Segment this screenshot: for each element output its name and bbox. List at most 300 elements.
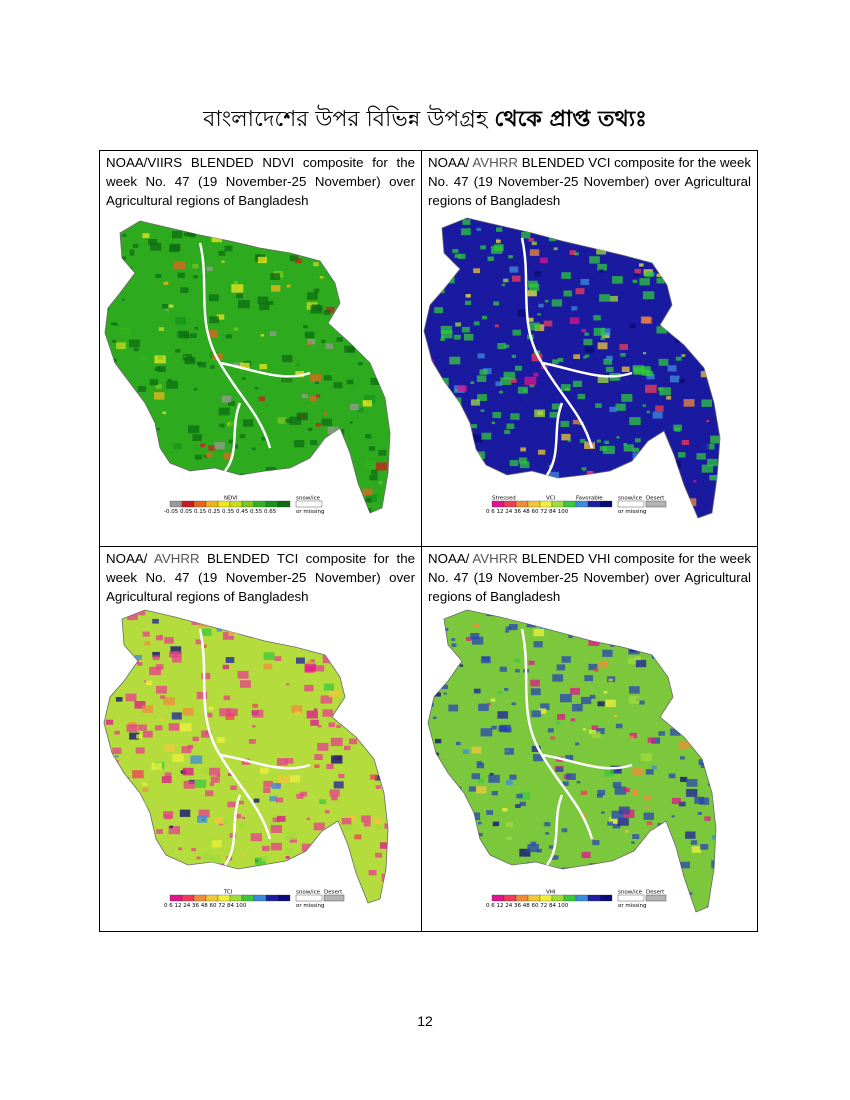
map-pixel-patch — [506, 780, 513, 785]
map-pixel-patch — [601, 337, 606, 340]
map-pixel-patch — [266, 887, 271, 890]
map-pixel-patch — [294, 516, 301, 521]
caption-text: BLENDED TCI composite for the week No. 47 (19 November-25 November) over Agricultural regions of Bangladesh — [106, 551, 415, 604]
caption-sensor: AVHRR — [154, 551, 200, 566]
map-pixel-patch — [370, 775, 378, 780]
map-pixel-patch — [548, 728, 554, 732]
legend-snow-box — [618, 501, 644, 507]
map-pixel-patch — [143, 632, 150, 637]
map-pixel-patch — [282, 610, 293, 618]
map-pixel-patch — [425, 700, 430, 704]
map-pixel-patch — [435, 739, 441, 743]
map-pixel-patch — [387, 513, 391, 516]
map-pixel-patch — [707, 659, 718, 667]
map-pixel-patch — [616, 724, 623, 729]
map-pixel-patch — [121, 777, 129, 783]
map-pixel-patch — [125, 463, 132, 468]
map-pixel-patch — [674, 302, 686, 310]
map-pixel-patch — [477, 228, 482, 231]
map-pixel-patch — [504, 430, 510, 434]
map-pixel-patch — [355, 689, 362, 694]
map-pixel-patch — [383, 756, 386, 758]
map-pixel-patch — [646, 769, 654, 775]
map-pixel-patch — [714, 506, 719, 509]
map-pixel-patch — [619, 344, 628, 350]
map-pixel-patch — [278, 775, 289, 783]
map-pixel-patch — [513, 330, 521, 336]
map-pixel-patch — [644, 813, 654, 820]
map-pixel-patch — [693, 717, 700, 722]
map-pixel-patch — [521, 232, 530, 239]
map-pixel-patch — [116, 342, 126, 349]
map-pixel-patch — [709, 907, 713, 910]
map-pixel-patch — [554, 873, 558, 876]
legend-swatch — [242, 895, 254, 901]
map-pixel-patch — [101, 341, 105, 344]
map-pixel-patch — [451, 638, 455, 641]
map-pixel-patch — [106, 248, 109, 250]
map-pixel-patch — [609, 679, 613, 682]
map-pixel-patch — [242, 853, 245, 855]
map-pixel-patch — [126, 816, 131, 820]
map-pixel-patch — [375, 825, 382, 830]
map-pixel-patch — [651, 860, 662, 868]
map-pixel-patch — [685, 498, 696, 506]
map-pixel-patch — [229, 630, 238, 637]
map-pixel-patch — [210, 475, 218, 480]
map-pixel-patch — [360, 714, 363, 716]
map-pixel-patch — [265, 620, 275, 627]
map-pixel-patch — [592, 840, 599, 845]
map-pixel-patch — [516, 794, 522, 799]
map-pixel-patch — [512, 355, 516, 358]
legend-swatch — [194, 895, 206, 901]
map-pixel-patch — [134, 348, 139, 351]
map-pixel-patch — [155, 725, 162, 730]
map-pixel-patch — [114, 791, 118, 794]
map-pixel-patch — [721, 416, 727, 420]
map-pixel-patch — [496, 227, 502, 231]
map-pixel-patch — [529, 284, 539, 291]
map-pixel-patch — [158, 901, 162, 904]
map-pixel-patch — [623, 863, 629, 867]
map-pixel-patch — [362, 337, 372, 344]
map-pixel-patch — [133, 794, 137, 797]
map-pixel-patch — [529, 238, 534, 242]
map-pixel-patch — [358, 362, 363, 365]
map-pixel-patch — [399, 849, 407, 855]
map-pixel-patch — [178, 331, 189, 339]
map-pixel-patch — [686, 789, 697, 797]
map-pixel-patch — [350, 421, 353, 423]
map-pixel-patch — [266, 880, 277, 888]
map-pixel-patch — [631, 790, 639, 795]
map-pixel-patch — [214, 817, 224, 824]
map-pixel-patch — [261, 872, 269, 878]
map-pixel-patch — [598, 342, 608, 349]
map-pixel-patch — [452, 249, 458, 253]
map-pixel-patch — [428, 649, 433, 653]
map-pixel-patch — [511, 219, 522, 226]
map-pixel-patch — [559, 234, 564, 237]
map-pixel-patch — [499, 391, 503, 394]
map-pixel-patch — [111, 241, 117, 245]
map-pixel-patch — [104, 308, 109, 311]
map-pixel-patch — [557, 487, 566, 493]
map-pixel-patch — [341, 855, 349, 860]
map-pixel-patch — [452, 643, 457, 647]
map-pixel-patch — [445, 662, 457, 670]
map-pixel-patch — [154, 392, 165, 399]
map-pixel-patch — [172, 231, 183, 238]
map-pixel-patch — [538, 450, 545, 455]
map-pixel-patch — [433, 867, 439, 871]
map-pixel-patch — [204, 469, 213, 475]
map-pixel-patch — [158, 213, 164, 217]
map-pixel-patch — [441, 653, 452, 660]
map-pixel-patch — [666, 396, 671, 400]
map-pixel-patch — [520, 447, 526, 451]
map-pixel-patch — [284, 482, 287, 484]
map-pixel-patch — [634, 612, 640, 616]
map-pixel-patch — [549, 236, 556, 241]
map-pixel-patch — [716, 813, 725, 820]
map-pixel-patch — [646, 836, 657, 843]
map-pixel-patch — [138, 467, 144, 471]
map-pixel-patch — [161, 718, 166, 721]
map-pixel-patch — [495, 382, 502, 387]
map-pixel-patch — [334, 326, 342, 332]
map-pixel-patch — [164, 489, 168, 492]
map-pixel-patch — [109, 508, 114, 512]
map-pixel-patch — [129, 395, 134, 399]
map-pixel-patch — [450, 397, 461, 405]
map-pixel-patch — [564, 291, 573, 297]
map-pixel-patch — [238, 671, 249, 679]
map-pixel-patch — [174, 261, 186, 269]
map-pixel-patch — [447, 435, 454, 440]
map-pixel-patch — [380, 842, 389, 849]
map-pixel-patch — [280, 278, 284, 281]
map-pixel-patch — [596, 620, 603, 625]
map-pixel-patch — [390, 441, 396, 446]
map-pixel-patch — [387, 394, 392, 397]
map-pixel-patch — [384, 823, 392, 828]
map-pixel-patch — [681, 354, 685, 357]
map-pixel-patch — [502, 284, 505, 286]
map-pixel-patch — [492, 791, 498, 795]
map-pixel-patch — [556, 722, 561, 725]
map-pixel-patch — [707, 213, 716, 220]
map-pixel-patch — [640, 459, 644, 462]
map-pixel-patch — [396, 694, 402, 698]
map-pixel-patch — [392, 614, 402, 621]
map-pixel-patch — [398, 843, 403, 847]
map-pixel-patch — [680, 683, 691, 691]
caption-sensor: AVHRR — [472, 551, 518, 566]
map-pixel-patch — [426, 702, 431, 705]
map-pixel-patch — [217, 774, 221, 777]
map-pixel-patch — [513, 617, 517, 620]
map-pixel-patch — [387, 227, 395, 233]
map-pixel-patch — [221, 261, 224, 263]
map-pixel-patch — [606, 356, 612, 361]
legend-swatch — [230, 501, 242, 507]
map-pixel-patch — [337, 337, 344, 342]
map-pixel-patch — [214, 610, 219, 614]
map-pixel-patch — [478, 353, 485, 358]
map-pixel-patch — [163, 879, 168, 882]
map-pixel-patch — [266, 628, 271, 632]
map-pixel-patch — [698, 812, 702, 815]
map-pixel-patch — [393, 877, 401, 883]
map-pixel-patch — [391, 456, 400, 462]
map-pixel-patch — [700, 715, 709, 722]
map-pixel-patch — [365, 508, 371, 512]
map-pixel-patch — [144, 641, 150, 645]
map-pixel-patch — [700, 620, 706, 624]
map-pixel-patch — [240, 434, 246, 438]
map-pixel-patch — [396, 361, 406, 368]
map-pixel-patch — [363, 272, 374, 279]
map-pixel-patch — [323, 655, 335, 663]
map-pixel-patch — [545, 832, 549, 835]
map-pixel-patch — [433, 717, 437, 720]
map-pixel-patch — [296, 658, 305, 664]
map-pixel-patch — [593, 487, 597, 490]
map-pixel-patch — [372, 256, 378, 260]
map-pixel-patch — [310, 440, 317, 445]
map-pixel-patch — [128, 656, 133, 660]
map-pixel-patch — [657, 326, 667, 333]
map-pixel-patch — [271, 825, 282, 833]
map-pixel-patch — [581, 279, 590, 285]
map-pixel-patch — [664, 634, 675, 642]
map-pixel-patch — [425, 614, 433, 619]
map-pixel-patch — [360, 691, 368, 697]
map-pixel-patch — [198, 362, 206, 368]
map-pixel-patch — [681, 862, 690, 869]
map-pixel-patch — [519, 458, 527, 464]
map-pixel-patch — [107, 436, 116, 442]
map-pixel-patch — [232, 888, 238, 892]
map-pixel-patch — [691, 667, 700, 673]
map-pixel-patch — [680, 777, 687, 782]
map-pixel-patch — [685, 832, 695, 839]
map-pixel-patch — [335, 851, 338, 853]
map-pixel-patch — [720, 836, 732, 844]
map-pixel-patch — [184, 781, 195, 789]
map-pixel-patch — [329, 479, 339, 486]
legend-ticks: 0 6 12 24 36 48 60 72 84 100 — [486, 509, 569, 515]
map-pixel-patch — [449, 220, 453, 223]
map-pixel-patch — [325, 810, 330, 813]
map-pixel-patch — [444, 485, 453, 491]
map-pixel-patch — [658, 387, 663, 391]
map-pixel-patch — [426, 284, 435, 290]
map-pixel-patch — [679, 742, 689, 749]
map-pixel-patch — [386, 295, 391, 299]
map-pixel-patch — [481, 433, 491, 440]
map-pixel-patch — [573, 354, 580, 359]
map-pixel-patch — [599, 270, 604, 273]
map-pixel-patch — [303, 325, 308, 328]
map-pixel-patch — [173, 443, 181, 449]
map-pixel-patch — [444, 781, 453, 787]
map-pixel-patch — [356, 672, 360, 675]
map-pixel-patch — [152, 219, 157, 222]
map-pixel-patch — [531, 710, 541, 717]
map-pixel-patch — [113, 508, 120, 513]
map-pixel-patch — [714, 914, 718, 917]
map-pixel-patch — [156, 664, 164, 669]
map-pixel-patch — [371, 470, 377, 475]
map-pixel-patch — [361, 816, 371, 823]
map-pixel-patch — [318, 243, 322, 246]
legend-missing-label: or missing — [618, 903, 647, 909]
map-pixel-patch — [638, 857, 646, 863]
map-pixel-patch — [700, 443, 710, 450]
map-pixel-patch — [252, 448, 256, 451]
map-pixel-patch — [480, 369, 488, 375]
map-pixel-patch — [659, 359, 669, 366]
map-pixel-patch — [629, 696, 640, 704]
map-pixel-patch — [263, 788, 270, 793]
legend-swatch — [552, 895, 564, 901]
map-pixel-patch — [331, 756, 343, 764]
legend-title: VCI — [546, 495, 556, 502]
map-pixel-patch — [334, 250, 346, 258]
map-pixel-patch — [371, 323, 378, 328]
panel-ndvi-caption — [106, 153, 415, 210]
map-pixel-patch — [572, 704, 583, 712]
map-pixel-patch — [122, 299, 125, 301]
map-pixel-patch — [326, 764, 333, 769]
map-pixel-patch — [141, 463, 148, 468]
map-pixel-patch — [193, 737, 199, 742]
map-pixel-patch — [570, 688, 580, 695]
map-pixel-patch — [226, 657, 235, 663]
map-pixel-patch — [647, 411, 651, 414]
map-pixel-patch — [712, 835, 718, 840]
map-pixel-patch — [359, 508, 367, 513]
map-pixel-patch — [626, 880, 636, 887]
map-pixel-patch — [647, 821, 653, 825]
map-pixel-patch — [557, 714, 565, 720]
map-pixel-patch — [477, 375, 486, 382]
map-pixel-patch — [175, 492, 183, 498]
map-pixel-patch — [363, 489, 373, 496]
map-pixel-patch — [271, 242, 283, 250]
map-pixel-patch — [696, 677, 702, 681]
map-pixel-patch — [449, 357, 460, 365]
map-pixel-patch — [307, 292, 318, 300]
map-pixel-patch — [115, 869, 121, 873]
map-pixel-patch — [672, 815, 675, 817]
map-pixel-patch — [686, 282, 691, 285]
map-pixel-patch — [447, 261, 451, 264]
map-pixel-patch — [435, 465, 445, 472]
map-pixel-patch — [641, 317, 651, 324]
legend-swatch — [266, 895, 278, 901]
map-pixel-patch — [330, 372, 335, 376]
legend-swatch — [230, 895, 242, 901]
map-pixel-patch — [162, 776, 172, 783]
map-pixel-patch — [201, 673, 210, 679]
map-pixel-patch — [225, 714, 234, 720]
legend-swatch — [218, 895, 230, 901]
map-pixel-patch — [647, 633, 651, 636]
map-pixel-patch — [138, 406, 143, 410]
map-pixel-patch — [432, 891, 442, 898]
map-pixel-patch — [530, 475, 539, 481]
map-pixel-patch — [227, 802, 235, 808]
map-pixel-patch — [636, 660, 646, 667]
map-pixel-patch — [558, 358, 564, 362]
map-pixel-patch — [380, 708, 385, 711]
map-pixel-patch — [612, 276, 623, 284]
map-pixel-patch — [226, 334, 232, 338]
map-pixel-patch — [295, 711, 301, 715]
map-pixel-patch — [364, 664, 371, 669]
map-pixel-patch — [310, 720, 319, 726]
map-pixel-patch — [385, 337, 394, 343]
map-pixel-patch — [488, 775, 500, 783]
map-pixel-patch — [100, 765, 110, 772]
map-pixel-patch — [264, 664, 273, 670]
map-pixel-patch — [497, 711, 508, 719]
map-pixel-patch — [700, 844, 708, 850]
map-pixel-patch — [124, 412, 134, 419]
map-pixel-patch — [223, 665, 229, 670]
map-pixel-patch — [259, 364, 267, 369]
map-pixel-patch — [269, 213, 276, 218]
map-pixel-patch — [456, 742, 461, 745]
map-pixel-patch — [460, 471, 470, 478]
map-pixel-patch — [258, 257, 267, 263]
legend-snow-label: snow/ice — [618, 889, 643, 896]
map-pixel-patch — [382, 874, 393, 882]
legend-swatch — [540, 895, 552, 901]
map-pixel-patch — [424, 797, 427, 799]
map-pixel-patch — [637, 858, 648, 866]
map-pixel-patch — [545, 214, 555, 221]
map-pixel-patch — [113, 652, 116, 654]
map-pixel-patch — [391, 364, 401, 371]
map-pixel-patch — [658, 823, 667, 829]
map-pixel-patch — [252, 725, 256, 727]
vhi-map-image — [422, 607, 757, 925]
map-pixel-patch — [254, 799, 260, 803]
map-pixel-patch — [597, 790, 605, 795]
map-pixel-patch — [316, 423, 321, 427]
map-pixel-patch — [141, 801, 149, 806]
map-pixel-patch — [655, 613, 661, 617]
map-pixel-patch — [464, 334, 474, 341]
map-pixel-patch — [180, 723, 192, 731]
map-pixel-patch — [338, 774, 344, 778]
map-pixel-patch — [120, 328, 131, 336]
map-pixel-patch — [295, 259, 302, 264]
map-pixel-patch — [296, 364, 299, 366]
map-pixel-patch — [136, 734, 142, 738]
map-pixel-patch — [398, 819, 407, 826]
map-pixel-patch — [331, 504, 341, 511]
map-pixel-patch — [394, 871, 398, 874]
map-pixel-patch — [260, 768, 269, 774]
map-pixel-patch — [713, 238, 718, 242]
map-pixel-patch — [369, 446, 375, 450]
